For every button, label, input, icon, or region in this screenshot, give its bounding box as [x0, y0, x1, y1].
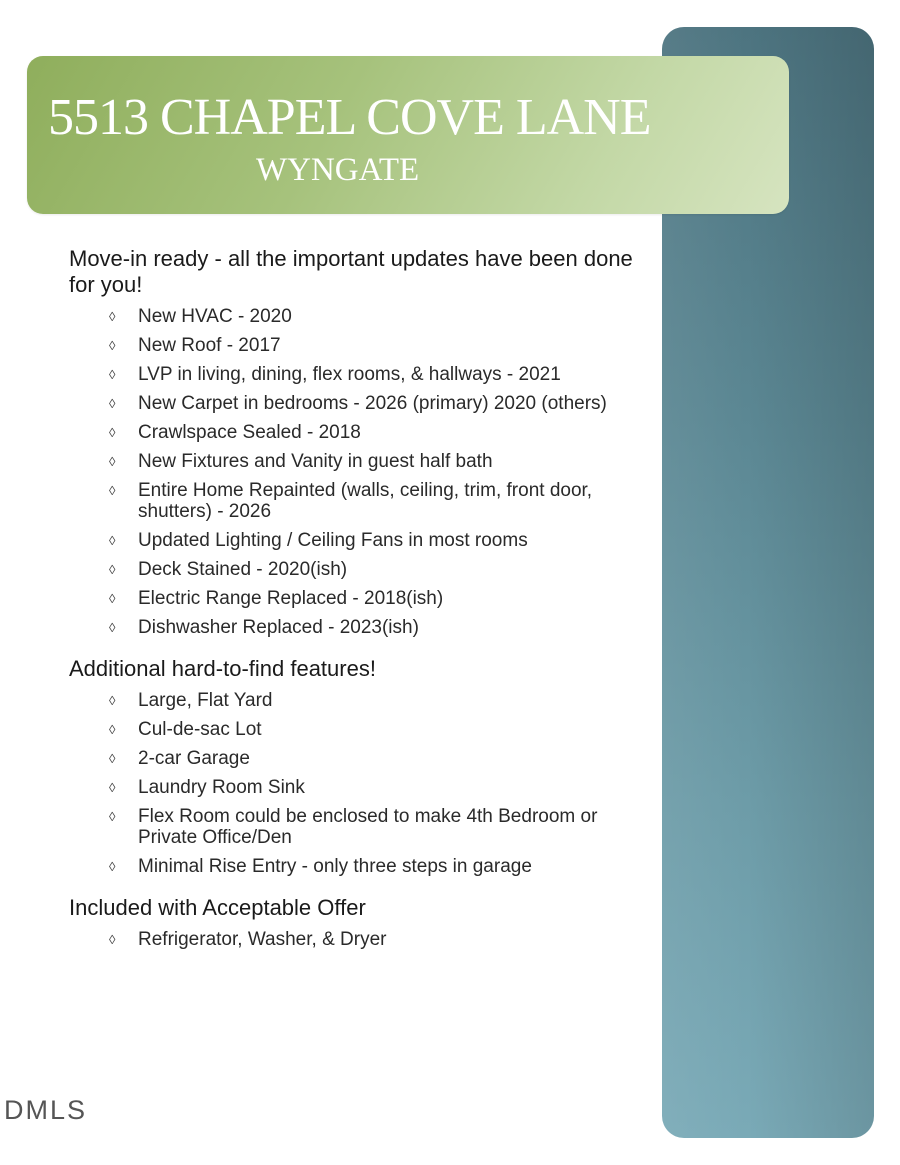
feature-content: [69, 246, 649, 954]
diamond-bullet-icon: ◊: [109, 367, 116, 382]
list-item: ◊ LVP in living, dining, flex rooms, & hallways - 2021: [109, 364, 561, 385]
diamond-bullet-icon: ◊: [109, 454, 116, 469]
list-item: ◊ New HVAC - 2020: [109, 306, 292, 327]
list-item: ◊ Updated Lighting / Ceiling Fans in most rooms: [109, 530, 528, 551]
diamond-bullet-icon: ◊: [109, 562, 116, 577]
list-item: ◊ New Fixtures and Vanity in guest half bath: [109, 451, 493, 472]
property-address-title: 5513 CHAPEL COVE LANE: [48, 89, 651, 146]
diamond-bullet-icon: ◊: [109, 533, 116, 548]
diamond-bullet-icon: ◊: [109, 309, 116, 324]
list-item: ◊ Refrigerator, Washer, & Dryer: [109, 929, 387, 950]
list-item: ◊ Large, Flat Yard: [109, 690, 273, 711]
diamond-bullet-icon: ◊: [109, 722, 116, 737]
diamond-bullet-icon: ◊: [109, 338, 116, 353]
list-item: ◊ Dishwasher Replaced - 2023(ish): [109, 617, 419, 638]
updates-list: [69, 302, 649, 642]
diamond-bullet-icon: ◊: [109, 425, 116, 440]
section-heading: Included with Acceptable Offer: [69, 895, 366, 920]
section-updates: [69, 246, 649, 642]
diamond-bullet-icon: ◊: [109, 932, 116, 947]
dmls-logo: DMLS: [4, 1095, 88, 1125]
section-heading: Move-in ready - all the important updates have been done for you!: [69, 246, 633, 297]
list-item: ◊ New Carpet in bedrooms - 2026 (primary) 2020 (others): [109, 393, 607, 414]
list-item: ◊ Electric Range Replaced - 2018(ish): [109, 588, 444, 609]
section-heading: Additional hard-to-find features!: [69, 656, 376, 681]
diamond-bullet-icon: ◊: [109, 693, 116, 708]
list-item: ◊ 2-car Garage: [109, 748, 250, 769]
diamond-bullet-icon: ◊: [109, 620, 116, 635]
diamond-bullet-icon: ◊: [109, 396, 116, 411]
list-item: ◊ Cul-de-sac Lot: [109, 719, 262, 740]
list-item: ◊ Flex Room could be enclosed to make 4th Bedroom or Private Office/Den: [109, 806, 598, 848]
neighborhood-subtitle: WYNGATE: [256, 152, 420, 188]
list-item: ◊ New Roof - 2017: [109, 335, 281, 356]
list-item: ◊ Deck Stained - 2020(ish): [109, 559, 348, 580]
section-included: [69, 895, 649, 954]
list-item: ◊ Minimal Rise Entry - only three steps in garage: [109, 856, 532, 877]
section-features: [69, 656, 649, 881]
list-item: ◊ Crawlspace Sealed - 2018: [109, 422, 361, 443]
list-item: ◊ Laundry Room Sink: [109, 777, 305, 798]
diamond-bullet-icon: ◊: [109, 780, 116, 795]
diamond-bullet-icon: ◊: [109, 483, 116, 498]
included-list: [69, 925, 649, 954]
diamond-bullet-icon: ◊: [109, 809, 116, 824]
features-list: [69, 686, 649, 881]
diamond-bullet-icon: ◊: [109, 751, 116, 766]
diamond-bullet-icon: ◊: [109, 591, 116, 606]
diamond-bullet-icon: ◊: [109, 859, 116, 874]
list-item: ◊ Entire Home Repainted (walls, ceiling, trim, front door, shutters) - 2026: [109, 480, 593, 522]
